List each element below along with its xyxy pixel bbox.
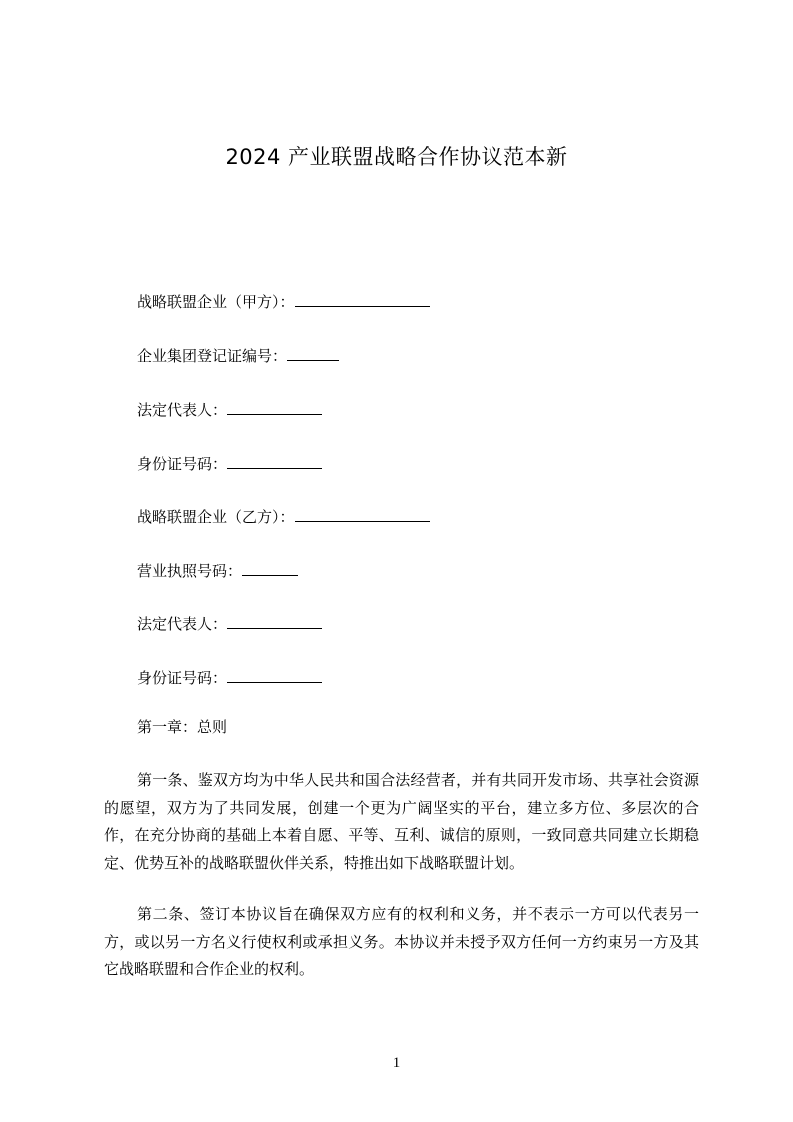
field-label: 身份证号码： <box>137 455 228 473</box>
party-a-field <box>137 291 430 312</box>
article-1-paragraph: 第一条、鉴双方均为中华人民共和国合法经营者，并有共同开发市场、共享社会资源的愿望，双方为了共同发展，创建一个更为广阔坚实的平台，建立多方位、多层次的合作，在充分协商的基础上本着自愿、平等、互利、诚信的原则，一致同意共同建立长期稳定、优势互补的战略联盟伙伴关系，特推出如下战略联盟计划。 <box>104 771 699 872</box>
fill-in-blank[interactable] <box>227 667 322 683</box>
page-number: 1 <box>392 1055 401 1071</box>
field-label: 法定代表人： <box>137 401 228 419</box>
party-b-id-field <box>137 667 322 688</box>
fill-in-blank[interactable] <box>227 453 322 469</box>
field-label: 身份证号码： <box>137 669 228 687</box>
fill-in-blank[interactable] <box>227 399 322 415</box>
field-label: 战略联盟企业（乙方）： <box>137 508 295 526</box>
party-b-representative-field <box>137 613 322 634</box>
document-title: 2024 产业联盟战略合作协议范本新 <box>225 145 568 169</box>
party-b-field <box>137 506 430 527</box>
field-label: 企业集团登记证编号： <box>137 347 288 365</box>
party-a-id-field <box>137 453 322 474</box>
field-label: 战略联盟企业（甲方）： <box>137 293 295 311</box>
fill-in-blank[interactable] <box>227 613 322 629</box>
fill-in-blank[interactable] <box>242 560 298 576</box>
fill-in-blank[interactable] <box>287 345 339 361</box>
business-license-field <box>137 560 298 581</box>
field-label: 法定代表人： <box>137 615 228 633</box>
chapter-heading: 第一章：总则 <box>137 718 228 736</box>
fill-in-blank[interactable] <box>295 506 430 522</box>
party-a-representative-field <box>137 399 322 420</box>
fill-in-blank[interactable] <box>295 291 430 307</box>
field-label: 营业执照号码： <box>137 562 243 580</box>
registration-number-field <box>137 345 339 366</box>
article-2-paragraph: 第二条、签订本协议旨在确保双方应有的权利和义务，并不表示一方可以代表另一方，或以另一方名义行使权利或承担义务。本协议并未授予双方任何一方约束另一方及其它战略联盟和合作企业的权利。 <box>104 905 699 978</box>
